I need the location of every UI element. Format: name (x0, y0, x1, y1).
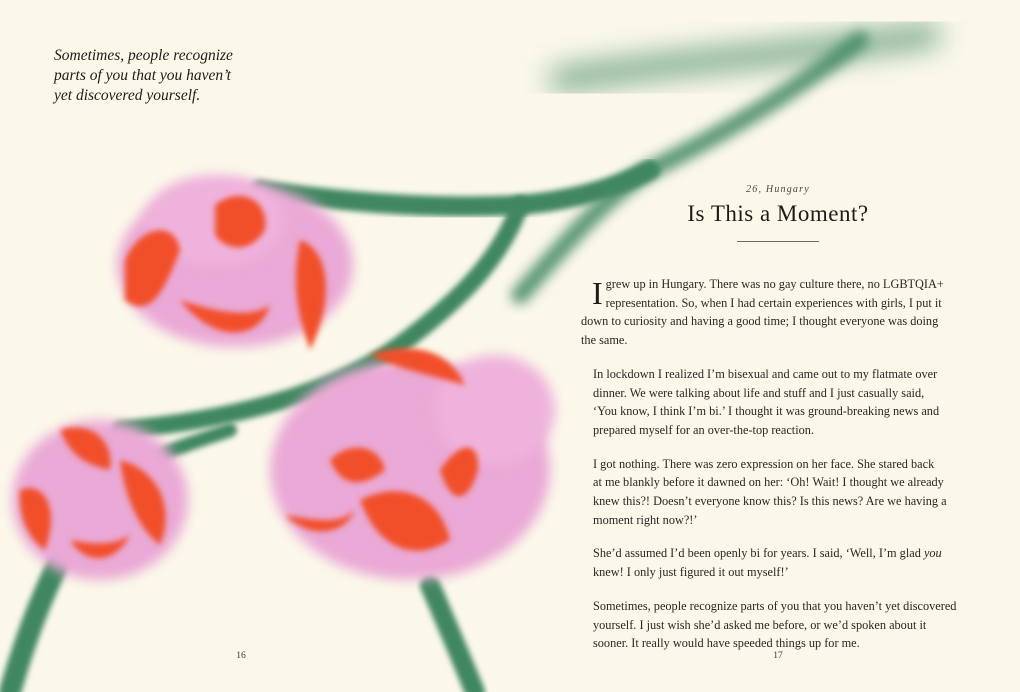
stem-lower-left (10, 560, 60, 692)
text-line: I got nothing. There was zero expression on her face. She stared back (593, 456, 935, 471)
drop-cap: I (592, 275, 603, 311)
text-line: representation. So, when I had certain experiences with girls, I put it (605, 295, 942, 310)
text-line: prepared myself for an over-the-top reaction. (593, 422, 814, 437)
text-line: grew up in Hungary. There was no gay culture there, no LGBTQIA+ (605, 277, 944, 291)
title-divider (737, 241, 819, 242)
orchid-flower-left (12, 420, 188, 580)
article-title: Is This a Moment? (687, 201, 869, 226)
page-number-left: 16 (236, 651, 246, 661)
text-run: She’d assumed I’d been openly bi for years. I said, ‘Well, I’m glad (593, 546, 924, 561)
pull-quote-line: parts of you that you haven’t (54, 67, 231, 84)
text-line: knew this?! Doesn’t everyone know this? Is this news? Are we having a (593, 494, 947, 509)
text-line: yourself. I just wish she’d asked me before, or we’d spoken about it (593, 617, 927, 632)
text-line: moment right now?!’ (593, 512, 698, 527)
article-meta: 26, Hungary (746, 184, 810, 195)
paragraph (593, 544, 983, 581)
article-body (581, 275, 983, 668)
paragraph (593, 455, 983, 530)
text-line: knew! I only just figured it out myself!’ (593, 565, 789, 580)
paragraph (593, 365, 983, 440)
pull-quote-line: Sometimes, people recognize (54, 47, 233, 64)
stem-upper (260, 170, 650, 206)
pull-quote-line: yet discovered yourself. (54, 87, 201, 104)
pull-quote (54, 46, 274, 106)
paragraph (593, 597, 983, 653)
text-line: down to curiosity and having a good time; I thought everyone was doing (581, 314, 939, 329)
text-line: at me blankly before it dawned on her: ‘Oh! Wait! I thought we already (593, 475, 944, 490)
page-number-right: 17 (773, 651, 783, 661)
paragraph (581, 275, 983, 350)
emphasis-text: you (923, 546, 942, 561)
text-line: sooner. It really would have speeded things up for me. (593, 636, 860, 651)
text-line: Sometimes, people recognize parts of you that you haven’t yet discovered (593, 598, 957, 613)
text-line: In lockdown I realized I’m bisexual and came out to my flatmate over (593, 366, 938, 381)
text-line: dinner. We were talking about life and stuff and I just casually said, (593, 385, 925, 400)
text-line (593, 544, 983, 563)
stem-top-haze (560, 35, 930, 80)
text-line: ‘You know, I think I’m bi.’ I thought it was ground-breaking news and (593, 404, 940, 419)
stem-lower-right (430, 585, 475, 692)
text-line: the same. (581, 333, 628, 348)
